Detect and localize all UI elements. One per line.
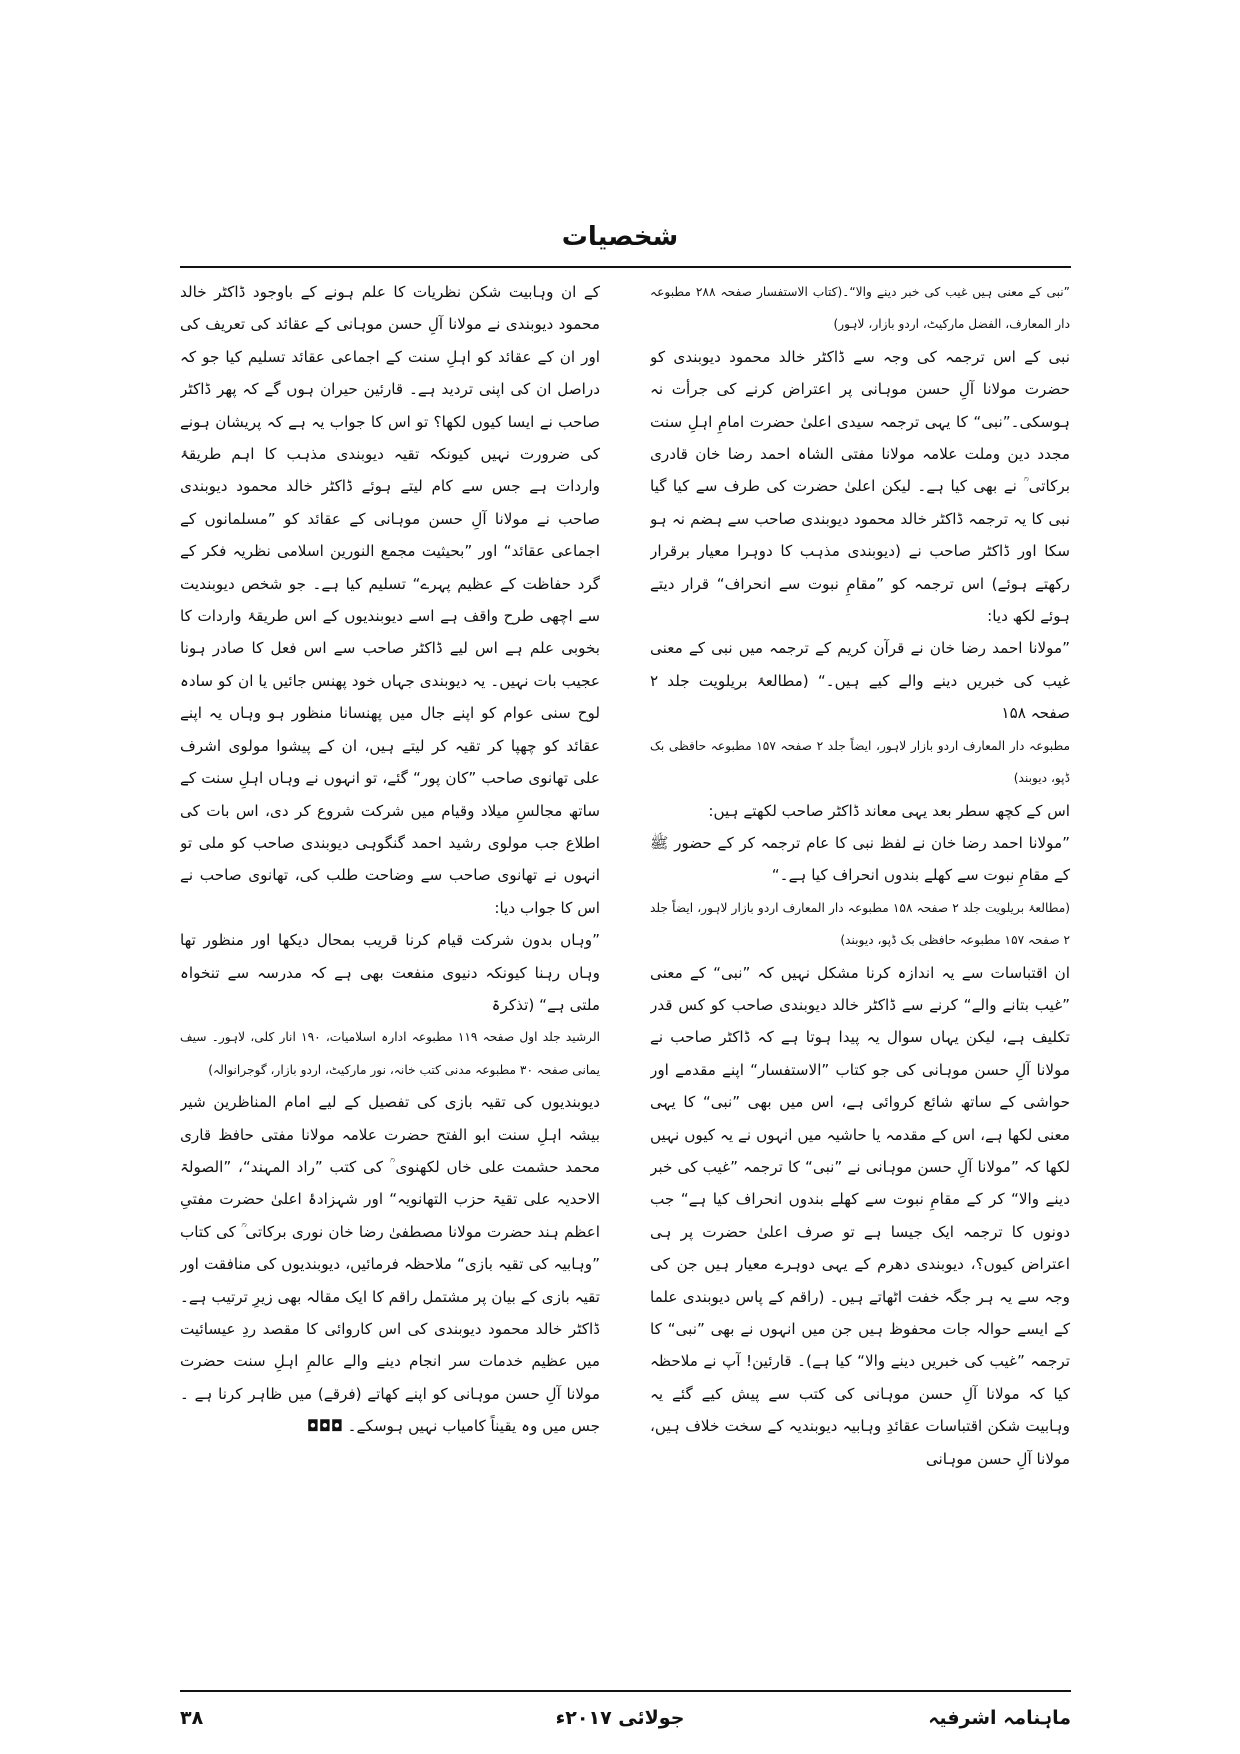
section-title: شخصیات bbox=[561, 222, 679, 252]
body-paragraph: دیوبندیوں کی تقیہ بازی کی تفصیل کے لیے امام المناظرین شیر بیشہ اہلِ سنت ابو الفتح حضرت علامہ مولانا مفتی حافظ قاری محمد حشمت علی خاں لکھنوی ؒ کی کتب ”راد المہند“، ”الصولۃ الاحدیہ علی تقیۃ حزب التھانویہ“ اور شہزادۂ اعلیٰ حضرت مفتیِ اعظم ہند حضرت مولانا مصطفیٰ رضا خان نوری برکاتی ؒ کی کتاب ”وہابیہ کی تقیہ بازی“ ملاحظہ فرمائیں، دیوبندیوں کی منافقت اور تقیہ بازی کے بیان پر مشتمل راقم کا ایک مقالہ بھی زیرِ ترتیب ہے۔ ڈاکٹر خالد محمود دیوبندی کی اس کاروائی کا مقصد ردِ عیسائیت میں عظیم خدمات سر انجام دینے والے عالمِ اہلِ سنت حضرت مولانا آلِ حسن موہانی کو اپنے کھاتے (فرقے) میں ظاہر کرنا ہے ۔ جس میں وہ یقیناً کامیاب نہیں ہوسکے۔ ◘◘◘ bbox=[180, 1093, 600, 1436]
body-paragraph: ”مولانا احمد رضا خان نے قرآن کریم کے ترجمہ میں نبی کے معنی غیب کی خبریں دینے والے کیے ہیں۔“ (مطالعۂ بریلویت جلد ۲ صفحہ ۱۵۸ bbox=[650, 639, 1070, 723]
body-paragraph: اس کے کچھ سطر بعد یہی معاند ڈاکٹر صاحب لکھتے ہیں: bbox=[708, 801, 1070, 820]
citation-paragraph: (مطالعۂ بریلویت جلد ۲ صفحہ ۱۵۸ مطبوعہ دار المعارف اردو بازار لاہور، ایضاً جلد ۲ صفحہ ۱۵۷ مطبوعہ حافظی بک ڈپو، دیوبند) bbox=[650, 900, 1070, 948]
left-column bbox=[180, 276, 600, 1676]
body-paragraph: ”وہاں بدون شرکت قیام کرنا قریب بمحال دیکھا اور منظور تھا وہاں رہنا کیونکہ دنیوی منفعت بھی ہے کہ مدرسہ سے تنخواہ ملتی ہے“ (تذکرۃ bbox=[180, 931, 600, 1014]
issue-date: جولائی ۲۰۱۷ء bbox=[555, 1707, 685, 1729]
page-number: ۳۸ bbox=[180, 1707, 204, 1729]
body-paragraph: ”مولانا احمد رضا خان نے لفظ نبی کا عام ترجمہ کر کے حضور ﷺ کے مقامِ نبوت سے کھلے بندوں انحراف کیا ہے۔“ bbox=[650, 833, 1070, 885]
body-paragraph: نبی کے اس ترجمہ کی وجہ سے ڈاکٹر خالد محمود دیوبندی کو حضرت مولانا آلِ حسن موہانی پر اعتراض کرنے کی جرأت نہ ہوسکی۔”نبی“ کا یہی ترجمہ سیدی اعلیٰ حضرت امامِ اہلِ سنت مجدد دین وملت علامہ مولانا مفتی الشاہ احمد رضا خان قادری برکاتی ؒ نے بھی کیا ہے۔ لیکن اعلیٰ حضرت کی طرف سے کیا گیا نبی کا یہ ترجمہ ڈاکٹر خالد محمود دیوبندی صاحب سے ہضم نہ ہو سکا اور ڈاکٹر صاحب نے (دیوبندی مذہب کا دوہرا معیار برقرار رکھتے ہوئے) اس ترجمہ کو ”مقامِ نبوت سے انحراف“ قرار دیتے ہوئے لکھ دیا: bbox=[650, 347, 1070, 626]
magazine-name: ماہنامہ اشرفیہ bbox=[928, 1707, 1071, 1729]
header-divider bbox=[180, 266, 1071, 268]
citation-paragraph: الرشید جلد اول صفحہ ۱۱۹ مطبوعہ ادارہ اسلامیات، ۱۹۰ انار کلی، لاہور۔ سیف یمانی صفحہ ۳۰ مطبوعہ مدنی کتب خانہ، نور مارکیٹ، اردو بازار، گوجرانوالہ) bbox=[180, 1030, 600, 1077]
body-paragraph: کے ان وہابیت شکن نظریات کا علم ہونے کے باوجود ڈاکٹر خالد محمود دیوبندی نے مولانا آلِ حسن موہانی کے عقائد کی تعریف کی اور ان کے عقائد کو اہلِ سنت کے اجماعی عقائد تسلیم کیا جو کہ دراصل ان کی اپنی تردید ہے۔ قارئین حیران ہوں گے کہ پھر ڈاکٹر صاحب نے ایسا کیوں لکھا؟ تو اس کا جواب یہ ہے کہ پریشان ہونے کی ضرورت نہیں کیونکہ تقیہ دیوبندی مذہب کا اہم طریقۂ واردات ہے جس سے کام لیتے ہوئے ڈاکٹر خالد محمود دیوبندی صاحب نے مولانا آلِ حسن موہانی کے عقائد کو ”مسلمانوں کے اجماعی عقائد“ اور ”بحیثیت مجمع النورین اسلامی نظریہ فکر کے گرد حفاظت کے عظیم پہرے“ تسلیم کیا ہے۔ جو شخص دیوبندیت سے اچھی طرح واقف ہے اسے دیوبندیوں کے اس طریقۂ واردات کا بخوبی علم ہے اس لیے ڈاکٹر صاحب سے اس فعل کا صادر ہونا عجیب بات نہیں۔ یہ دیوبندی جہاں خود پھنس جائیں یا ان کو سادہ لوح سنی عوام کو اپنے جال میں پھنسانا منظور ہو وہاں یہ اپنے عقائد کو چھپا کر تقیہ کر لیتے ہیں، ان کے پیشوا مولوی اشرف علی تھانوی صاحب ”کان پور“ گئے، تو انہوں نے وہاں اہلِ سنت کے ساتھ مجالسِ میلاد وقیام میں شرکت شروع کر دی، اس بات کی اطلاع جب مولوی رشید احمد گنگوہی دیوبندی صاحب کو ملی تو انہوں نے تھانوی صاحب سے وضاحت طلب کی، تھانوی صاحب نے اس کا جواب دیا: bbox=[180, 283, 600, 917]
citation-paragraph: ”نبی کے معنی ہیں غیب کی خبر دینے والا“۔(کتاب الاستفسار صفحہ ۲۸۸ مطبوعہ دار المعارف، الفضل مارکیٹ، اردو بازار، لاہور) bbox=[650, 285, 1070, 332]
right-column bbox=[650, 276, 1070, 1676]
citation-paragraph: مطبوعہ دار المعارف اردو بازار لاہور، ایضاً جلد ۲ صفحہ ۱۵۷ مطبوعہ حافظی بک ڈپو، دیوبند) bbox=[650, 738, 1070, 786]
footer-divider bbox=[180, 1690, 1071, 1692]
body-paragraph: ان اقتباسات سے یہ اندازہ کرنا مشکل نہیں کہ ”نبی“ کے معنی ”غیب بتانے والے“ کرنے سے ڈاکٹر خالد دیوبندی صاحب کو کس قدر تکلیف ہے، لیکن یہاں سوال یہ پیدا ہوتا ہے کہ ڈاکٹر صاحب نے مولانا آلِ حسن موہانی کی جو کتاب ”الاستفسار“ اپنے مقدمے اور حواشی کے ساتھ شائع کروائی ہے، اس میں بھی ”نبی“ کا یہی معنی لکھا ہے، اس کے مقدمہ یا حاشیہ میں انہوں نے یہ کیوں نہیں لکھا کہ ”مولانا آلِ حسن موہانی نے ”نبی“ کا ترجمہ ”غیب کی خبر دینے والا“ کر کے مقامِ نبوت سے کھلے بندوں انحراف کیا ہے“ جب دونوں کا ترجمہ ایک جیسا ہے تو صرف اعلیٰ حضرت پر ہی اعتراض کیوں؟، دیوبندی دھرم کے یہی دوہرے معیار ہیں جن کی وجہ سے یہ ہر جگہ خفت اٹھاتے ہیں۔ (راقم کے پاس دیوبندی علما کے ایسے حوالہ جات محفوظ ہیں جن میں انہوں نے بھی ”نبی“ کا ترجمہ ”غیب کی خبریں دینے والا“ کیا ہے)۔ قارئین! آپ نے ملاحظہ کیا کہ مولانا آلِ حسن موہانی کی کتب سے پیش کیے گئے یہ وہابیت شکن اقتباسات عقائدِ وہابیہ دیوبندیہ کے سخت خلاف ہیں، مولانا آلِ حسن موہانی bbox=[650, 963, 1070, 1468]
